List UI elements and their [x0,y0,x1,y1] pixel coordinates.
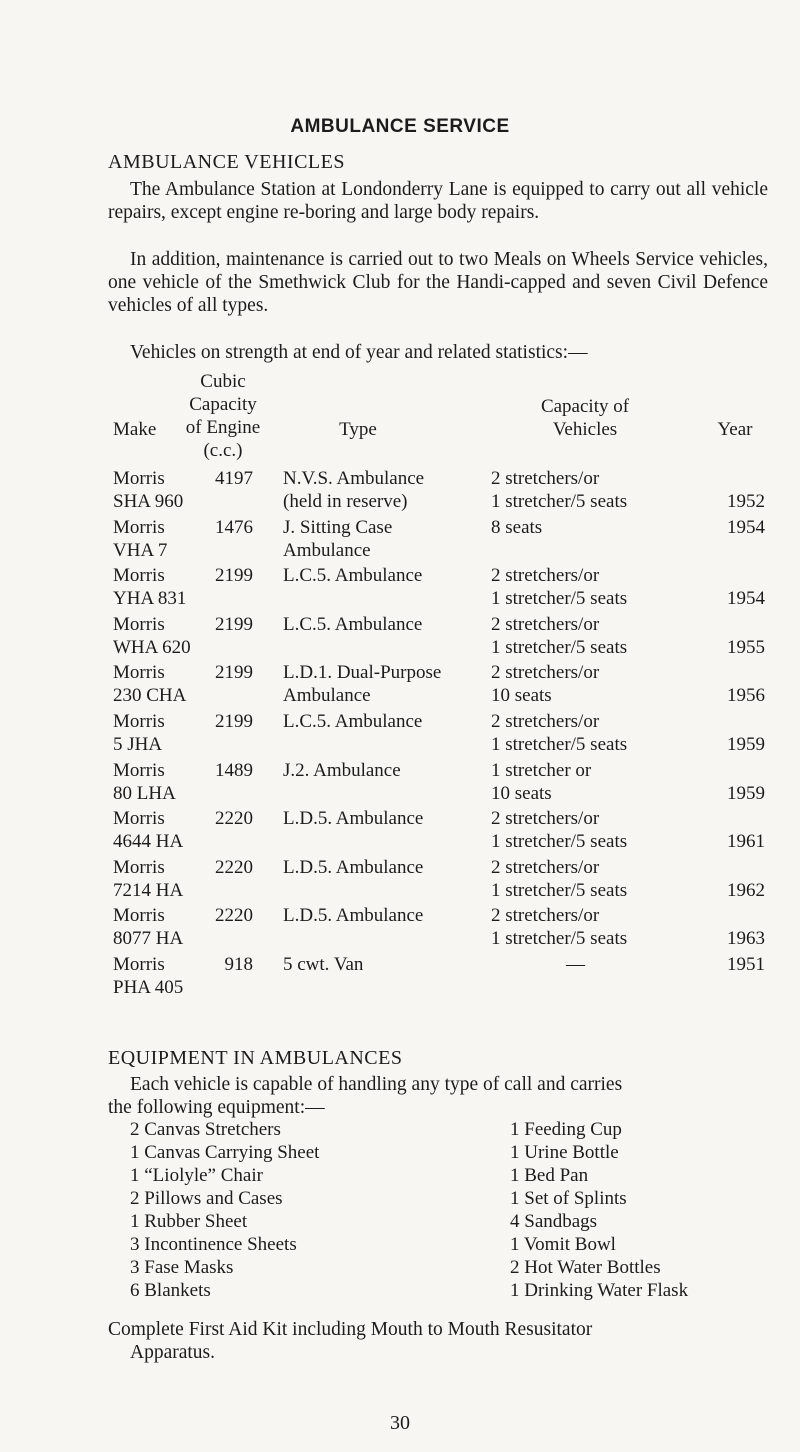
equipment-list-left [130,1118,319,1302]
capacity-line2: 10 seats [491,685,552,707]
cell-type [283,710,483,733]
cell-capacity [491,904,691,950]
year-line2: 1961 [727,831,765,853]
cell-capacity [491,661,691,707]
make-name: Morris [113,662,165,684]
year-line2: 1963 [727,928,765,950]
cell-make [113,953,253,999]
year-line2: 1959 [727,734,765,755]
paragraph-statistics-intro: Vehicles on strength at end of year and related statistics:— [130,342,588,363]
paragraph-maintenance-text: In addition, maintenance is carried out to two Meals on Wheels Service vehicles, one vehicle of the Smethwick Club for the Handi-capped and seven Civil Defence vehicles of all types. [108,249,768,316]
cell-year [690,904,765,950]
header-make: Make [113,419,157,440]
engine-cc: 2220 [215,808,253,830]
cell-make [113,759,253,805]
paragraph-repairs [108,178,768,224]
section-title-equipment: EQUIPMENT IN AMBULANCES [108,1047,403,1069]
cell-capacity [491,516,691,539]
cell-capacity [491,953,691,976]
equipment-item: 1 Canvas Carrying Sheet [130,1142,320,1163]
capacity-line2: 1 stretcher/5 seats [491,879,628,901]
capacity-line2: 1 stretcher/5 seats [491,636,628,658]
capacity-line1: 2 stretchers/or [491,662,600,684]
make-name: Morris [113,905,165,927]
capacity-line2: 1 stretcher/5 seats [491,491,628,512]
cell-year [690,710,765,756]
make-name: Morris [113,613,165,635]
engine-cc: 4197 [215,468,253,489]
equipment-intro-line2: the following equipment:— [108,1097,325,1118]
type-line1: J.2. Ambulance [283,759,401,781]
capacity-line1: 2 stretchers/or [491,808,600,830]
cell-year [690,856,765,902]
engine-cc: 1476 [215,516,253,538]
cell-year [690,613,765,659]
year-line2: 1956 [727,685,765,707]
registration: SHA 960 [113,491,184,512]
type-line2: Ambulance [283,685,371,707]
cell-make [113,661,253,707]
equipment-item: 2 Canvas Stretchers [130,1119,281,1140]
make-name: Morris [113,468,165,489]
engine-cc: 1489 [215,759,253,781]
cell-year [690,759,765,805]
year-line1 [690,807,765,830]
cell-make [113,904,253,950]
cell-capacity [491,613,691,659]
cell-make [113,856,253,902]
registration: 5 JHA [113,734,163,755]
header-cubic-capacity: Cubic Capacity of Engine (c.c.) [185,371,261,461]
page-number: 30 [390,1412,410,1434]
registration: 4644 HA [113,831,184,853]
capacity-line1: 2 stretchers/or [491,565,600,587]
capacity-line1: 2 stretchers/or [491,905,600,927]
equipment-item: 1 Urine Bottle [510,1142,619,1163]
year-line1 [690,467,765,490]
cell-make [113,613,253,659]
year-line1 [690,759,765,782]
table-row [0,856,800,904]
header-year: Year [717,419,753,440]
type-line1: L.C.5. Ambulance [283,711,423,732]
registration: 230 CHA [113,685,187,707]
capacity-line1: — [566,954,585,975]
table-row [0,759,800,807]
cell-make [113,467,253,513]
capacity-line2: 10 seats [491,782,552,804]
make-name: Morris [113,954,165,975]
make-name: Morris [113,565,165,587]
table-row [0,710,800,758]
type-line2: Ambulance [283,539,371,561]
cell-capacity [491,467,691,513]
capacity-line1: 2 stretchers/or [491,613,600,635]
cell-make [113,564,253,610]
cell-year [690,564,765,610]
registration: 80 LHA [113,782,176,804]
make-name: Morris [113,711,165,732]
cell-capacity [491,856,691,902]
table-row [0,953,800,1001]
year-line1 [690,661,765,684]
cell-type [283,904,483,927]
type-line1: N.V.S. Ambulance [283,468,425,489]
cell-type [283,856,483,879]
cell-make [113,710,253,756]
cell-year [690,661,765,707]
year-line2: 1952 [727,491,765,512]
equipment-item: 4 Sandbags [510,1211,598,1232]
cell-capacity [491,710,691,756]
cell-capacity [491,807,691,853]
type-line1: J. Sitting Case [283,516,393,538]
capacity-line1: 8 seats [491,516,543,538]
table-row [0,807,800,855]
type-line1: L.D.1. Dual-Purpose [283,662,442,684]
cell-capacity [491,564,691,610]
year-line1 [690,564,765,587]
cell-year [690,467,765,513]
year-line1 [690,613,765,636]
type-line2: (held in reserve) [283,491,408,512]
capacity-line2: 1 stretcher/5 seats [491,831,628,853]
engine-cc: 2199 [215,565,253,587]
table-row [0,516,800,564]
capacity-line2: 1 stretcher/5 seats [491,588,628,610]
equipment-item: 1 Vomit Bowl [510,1234,616,1255]
cell-type [283,613,483,636]
year-line2: 1954 [727,588,765,610]
cell-capacity [491,759,691,805]
equipment-item: 1 Rubber Sheet [130,1211,248,1232]
registration: VHA 7 [113,539,168,561]
equipment-intro-line1: Each vehicle is capable of handling any type of call and carries [130,1074,623,1095]
table-row [0,904,800,952]
type-line1: L.D.5. Ambulance [283,856,424,878]
cell-year [690,953,765,976]
engine-cc: 2199 [215,662,253,684]
engine-cc: 918 [224,954,253,975]
registration: PHA 405 [113,977,184,998]
engine-cc: 2199 [215,613,253,635]
type-line1: L.D.5. Ambulance [283,808,424,830]
capacity-line1: 2 stretchers/or [491,856,600,878]
cell-type [283,759,483,782]
header-type: Type [339,419,377,440]
year-line2: 1955 [727,636,765,658]
equipment-item: 3 Incontinence Sheets [130,1234,297,1255]
equipment-item: 2 Pillows and Cases [130,1188,283,1209]
year-line1 [690,904,765,927]
registration: 7214 HA [113,879,184,901]
equipment-item: 1 Set of Splints [510,1188,627,1209]
engine-cc: 2220 [215,905,253,927]
type-line1: L.C.5. Ambulance [283,565,423,587]
capacity-line2: 1 stretcher/5 seats [491,734,628,755]
make-name: Morris [113,759,165,781]
table-row [0,661,800,709]
capacity-line1: 2 stretchers/or [491,468,600,489]
type-line1: 5 cwt. Van [283,954,364,975]
paragraph-repairs-text: The Ambulance Station at Londonderry Lane is equipped to carry out all vehicle repairs, except engine re-boring and large body repairs. [108,179,768,223]
cell-make [113,516,253,562]
engine-cc: 2220 [215,856,253,878]
registration: 8077 HA [113,928,184,950]
year-line1: 1954 [727,516,765,538]
cell-type [283,953,483,976]
make-name: Morris [113,808,165,830]
registration: WHA 620 [113,636,191,658]
capacity-line1: 1 stretcher or [491,759,592,781]
year-line1 [690,710,765,733]
equipment-closing-line2: Apparatus. [130,1342,216,1363]
page-heading: AMBULANCE SERVICE [290,116,510,137]
cell-make [113,807,253,853]
equipment-item: 1 “Liolyle” Chair [130,1165,263,1186]
equipment-list-right [510,1118,688,1302]
equipment-item: 1 Drinking Water Flask [510,1280,689,1301]
make-name: Morris [113,856,165,878]
year-line1 [690,856,765,879]
cell-type [283,564,483,587]
cell-type [283,467,483,513]
paragraph-maintenance [108,248,768,317]
cell-type [283,661,483,707]
equipment-item: 1 Feeding Cup [510,1119,622,1140]
table-row [0,564,800,612]
equipment-item: 3 Fase Masks [130,1257,234,1278]
year-line2: 1959 [727,782,765,804]
capacity-line2: 1 stretcher/5 seats [491,928,628,950]
equipment-item: 1 Bed Pan [510,1165,589,1186]
capacity-line1: 2 stretchers/or [491,711,600,732]
header-capacity: Capacity of Vehicles [540,396,630,440]
cell-type [283,516,483,562]
section-title-vehicles: AMBULANCE VEHICLES [108,151,345,173]
equipment-item: 2 Hot Water Bottles [510,1257,661,1278]
cell-year [690,516,765,539]
equipment-closing-line1: Complete First Aid Kit including Mouth to Mouth Resusitator [108,1319,593,1340]
year-line1: 1951 [727,954,765,975]
table-row [0,467,800,515]
year-line2: 1962 [727,879,765,901]
cell-year [690,807,765,853]
type-line1: L.D.5. Ambulance [283,905,424,927]
engine-cc: 2199 [215,711,253,732]
registration: YHA 831 [113,588,187,610]
make-name: Morris [113,516,165,538]
equipment-item: 6 Blankets [130,1280,211,1301]
cell-type [283,807,483,830]
type-line1: L.C.5. Ambulance [283,613,423,635]
table-row [0,613,800,661]
